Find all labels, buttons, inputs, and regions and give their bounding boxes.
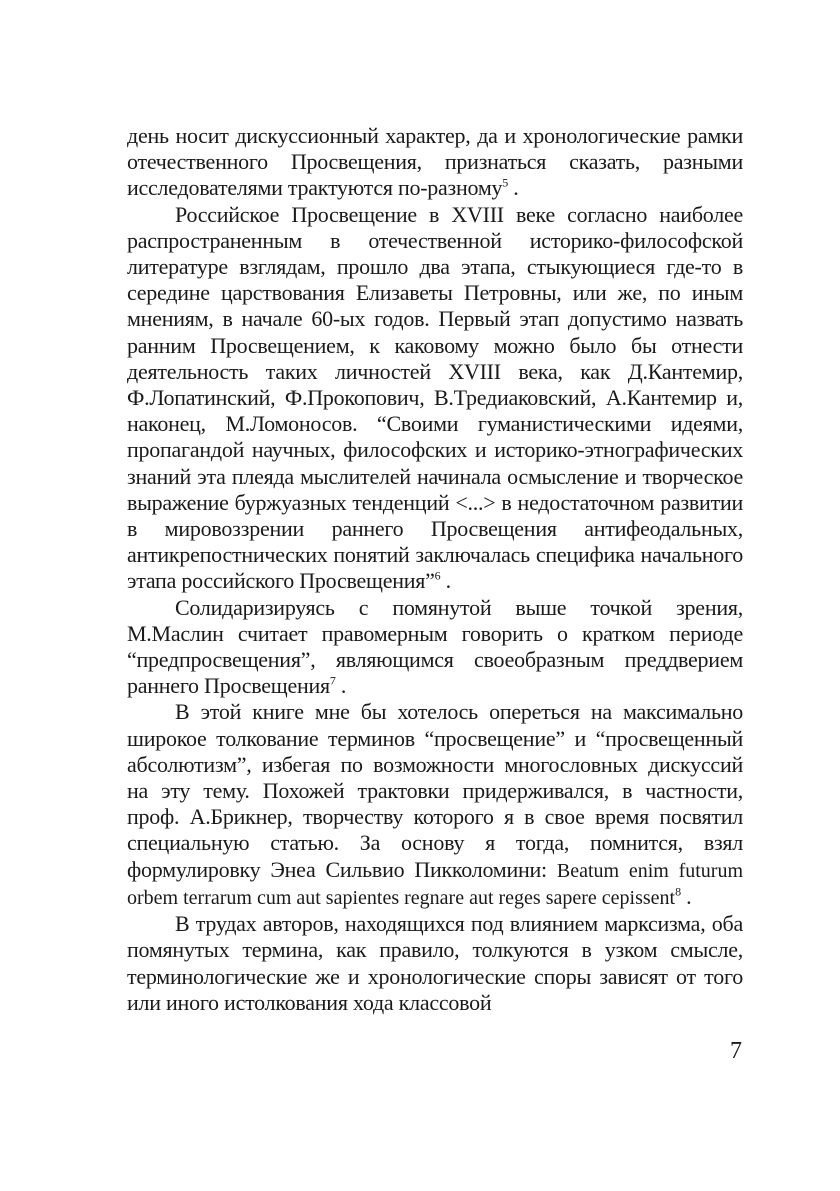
paragraph-2 bbox=[127, 202, 743, 595]
paragraph-4 bbox=[127, 699, 743, 911]
latin-quote: Beatum enim futurum orbem terrarum cum aut sapientes regnare aut reges sapere cepissent bbox=[127, 859, 744, 909]
paragraph-3 bbox=[127, 595, 743, 700]
footnote-marker[interactable]: 6 bbox=[434, 569, 441, 584]
paragraph-text: Солидаризируясь с помянутой выше точкой зрения, М.Маслин считает правомерным говорить о кратком периоде “предпросвещения”, являющимся своеобразным преддверием раннего Просвещения bbox=[127, 594, 743, 699]
page-body bbox=[127, 123, 743, 1016]
sentence-end: . bbox=[513, 175, 519, 201]
footnote-marker[interactable]: 5 bbox=[502, 176, 509, 191]
page-number: 7 bbox=[730, 1038, 742, 1064]
sentence-end: . bbox=[686, 883, 692, 909]
sentence-end: . bbox=[340, 673, 347, 699]
sentence-end: . bbox=[445, 568, 451, 594]
paragraph-text: В этой книге мне бы хотелось опереться на максимально широкое толкование терминов “просвещение” и “просвещенный абсолютизм”, избегая по возможности многословных дискуссий на эту тему. Похожей трактовки придерживался, в частности, проф. А.Брикнер, творчеству которого я в свое время посвятил специальную статью. За основу я тогда, помнится, взял формулировку Энеа Сильвио Пикколомини: bbox=[127, 699, 743, 882]
paragraph-text: В трудах авторов, находящихся под влиянием марксизма, оба помянутых термина, как правило, толкуются в узком смысле, терминологические же и хронологические споры зависят от того или иного истолкования хода классовой bbox=[127, 911, 743, 1015]
paragraph-5 bbox=[127, 911, 743, 1016]
footnote-marker[interactable]: 8 bbox=[675, 884, 681, 899]
paragraph-text: Российское Просвещение в XVIII веке согласно наиболее распространенным в отечественной историко-философской литературе взглядам, прошло два этапа, стыкующиеся где-то в середине царствования Елизаветы Петровны, или же, по иным мнениям, в начале 60-ых годов. Первый этап допустимо назвать ранним Просвещением, к каковому можно было бы отнести деятельность таких личностей XVIII века, как Д.Кантемир, Ф.Лопатинский, Ф.Прокопович, В.Тредиаковский, А.Кантемир и, наконец, М.Ломоносов. “Своими гуманистическими идеями, пропагандой научных, философских и историко-этнографических знаний эта плеяда мыслителей начинала осмысление и творческое выражение буржуазных тенденций <...> в недостаточном развитии в мировоззрении раннего Просвещения антифеодальных, антикрепостнических понятий заключалась специфика начального этапа российского Просвещения” bbox=[127, 201, 743, 594]
footnote-marker[interactable]: 7 bbox=[329, 673, 336, 688]
paragraph-1 bbox=[127, 123, 743, 202]
paragraph-text: день носит дискуссионный характер, да и хронологические рамки отечественного Просвещения, признаться сказать, разными исследователями трактуются по-разному bbox=[127, 123, 743, 201]
